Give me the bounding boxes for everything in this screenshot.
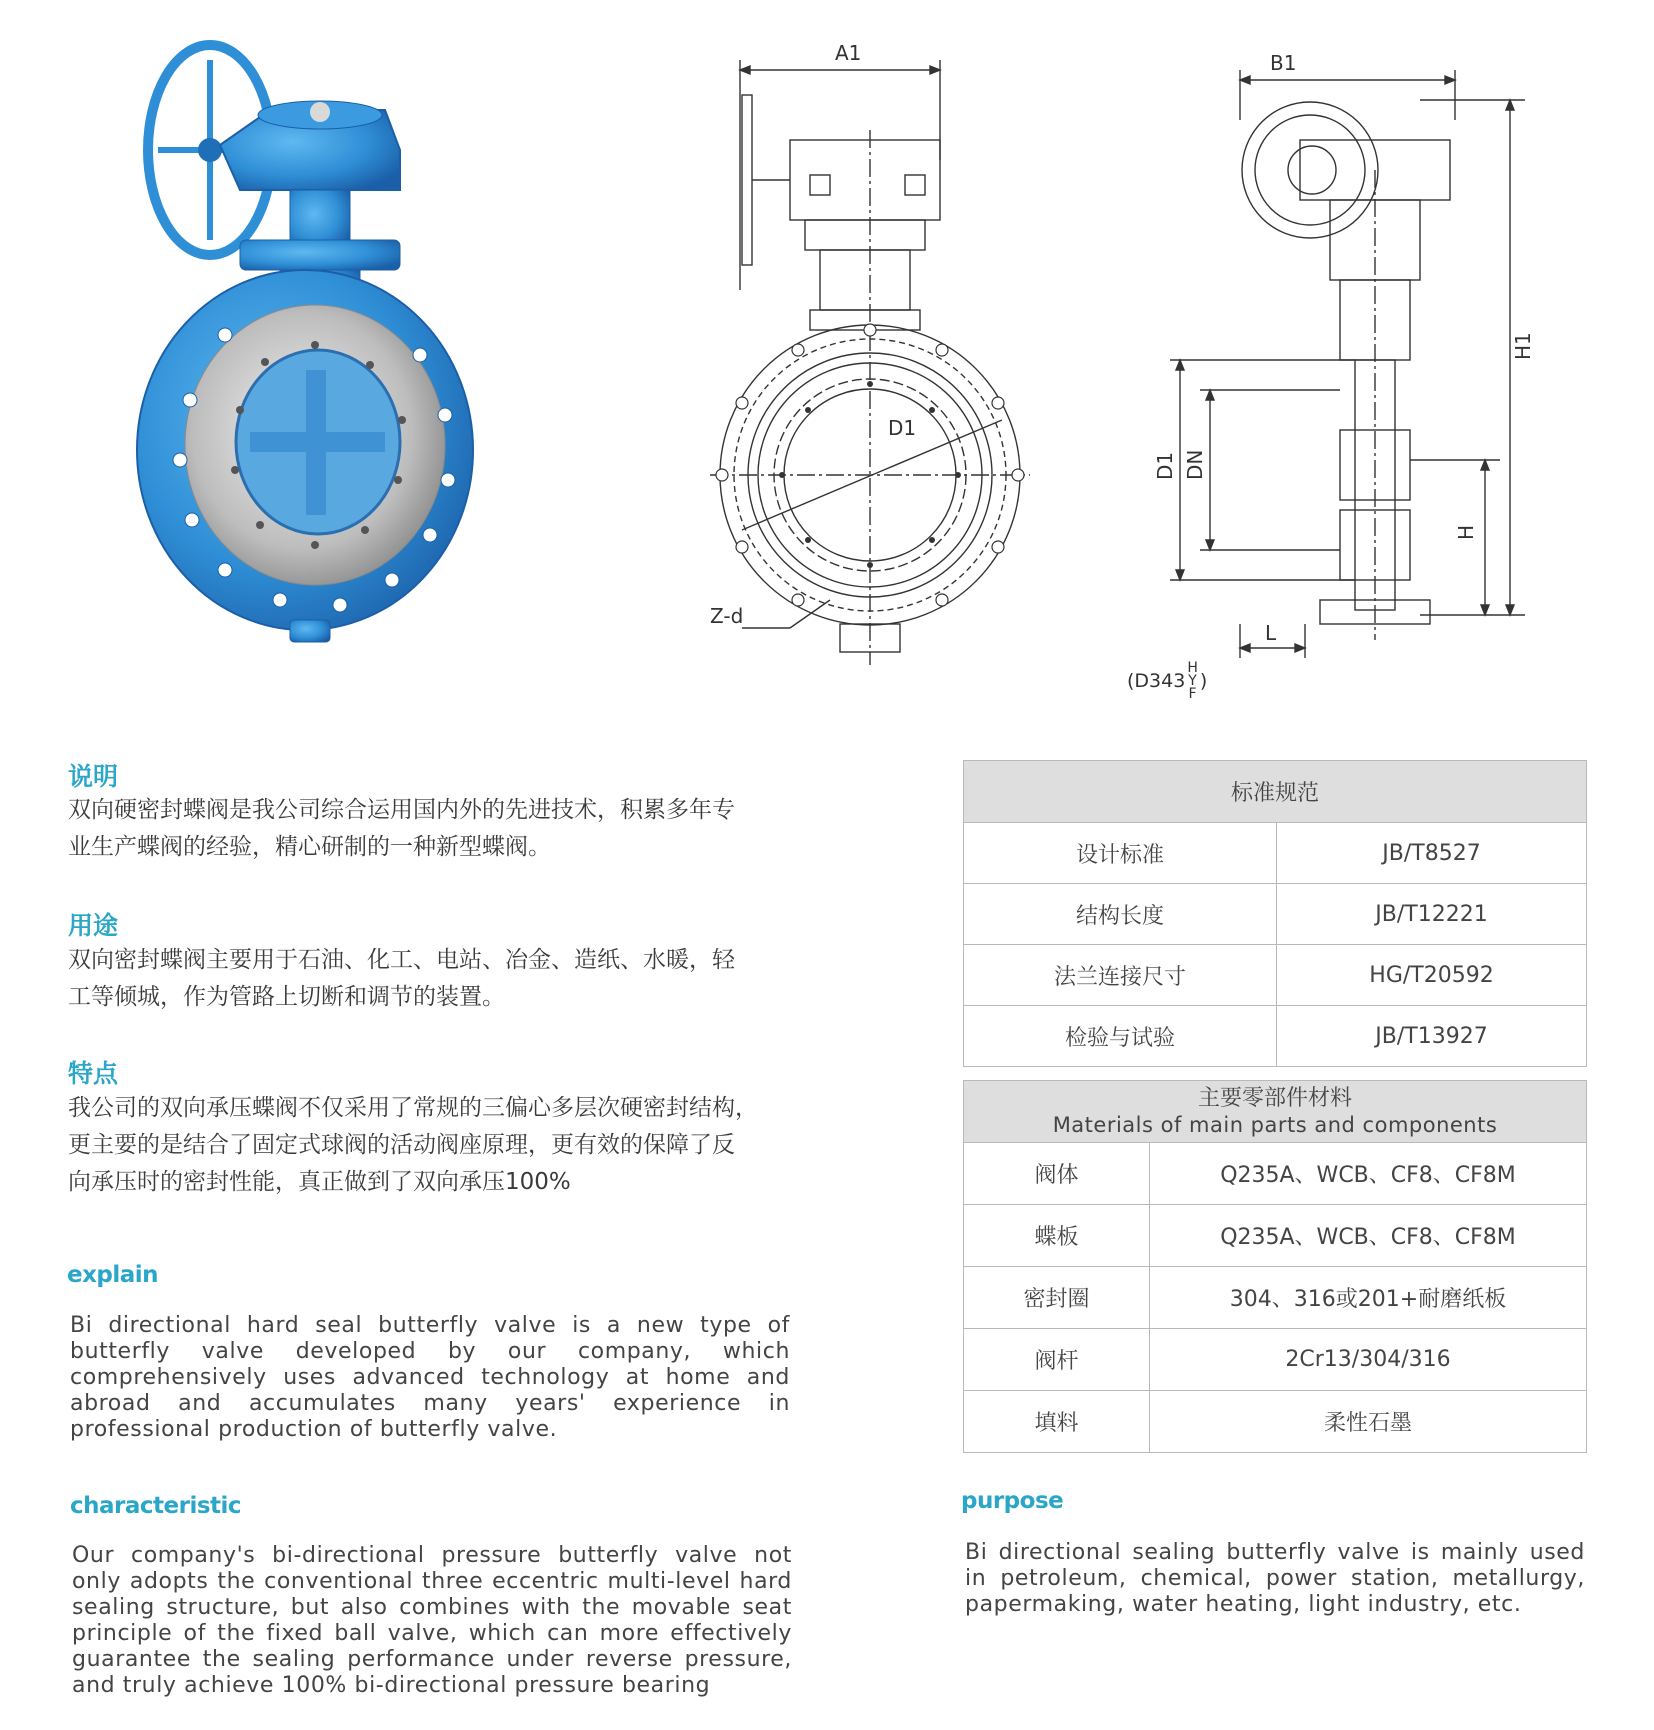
table-row	[964, 1006, 1587, 1067]
table-row	[964, 945, 1587, 1006]
feature-title-cn: 特点	[68, 1059, 119, 1088]
table-row	[964, 1329, 1587, 1391]
material-value: 柔性石墨	[1150, 1391, 1587, 1453]
standard-value: JB/T8527	[1277, 823, 1587, 884]
feature-body-cn	[68, 1090, 798, 1201]
material-value: 304、316或201+耐磨纸板	[1150, 1267, 1587, 1329]
feature-line: 更主要的是结合了固定式球阀的活动阀座原理，更有效的保障了反	[68, 1132, 735, 1158]
model-code	[1127, 662, 1207, 701]
standards-title: 标准规范	[964, 761, 1587, 823]
materials-title-cn: 主要零部件材料	[1197, 1085, 1352, 1111]
characteristic-title: characteristic	[70, 1493, 242, 1519]
dim-d1-front: D1	[888, 416, 917, 440]
material-value: Q235A、WCB、CF8、CF8M	[1150, 1205, 1587, 1267]
materials-title-en: Materials of main parts and components	[1052, 1112, 1498, 1137]
use-line: 工等倾城，作为管路上切断和调节的装置。	[68, 984, 505, 1010]
model-close: )	[1199, 670, 1208, 692]
standards-table	[963, 760, 1587, 1067]
dim-zd: Z-d	[710, 604, 744, 628]
purpose-body: Bi directional sealing butterfly valve is mainly used in petroleum, chemical, power station, metallurgy, papermaking, water heating, light industry, etc.	[965, 1540, 1585, 1617]
material-part: 蝶板	[964, 1205, 1150, 1267]
model-suffix-h: H	[1187, 660, 1198, 676]
dim-d1-side: D1	[1153, 451, 1177, 480]
material-value: Q235A、WCB、CF8、CF8M	[1150, 1143, 1587, 1205]
feature-line: 我公司的双向承压蝶阀不仅采用了常规的三偏心多层次硬密封结构，	[68, 1095, 758, 1121]
material-part: 密封圈	[964, 1267, 1150, 1329]
side-view-drawing	[1153, 40, 1540, 680]
use-line: 双向密封蝶阀主要用于石油、化工、电站、冶金、造纸、水暖，轻	[68, 947, 735, 973]
table-row	[964, 1391, 1587, 1453]
front-view-drawing	[680, 30, 1060, 670]
standard-label: 设计标准	[964, 823, 1277, 884]
material-part: 填料	[964, 1391, 1150, 1453]
model-prefix: (D343	[1127, 670, 1186, 692]
dim-h: H	[1454, 524, 1478, 540]
table-row	[964, 1143, 1587, 1205]
model-suffix-f: F	[1188, 686, 1197, 702]
dim-b1: B1	[1270, 51, 1297, 75]
dim-a1: A1	[835, 41, 862, 65]
feature-line: 向承压时的密封性能，真正做到了双向承压100%	[68, 1169, 571, 1195]
purpose-title: purpose	[961, 1488, 1064, 1514]
desc-line: 双向硬密封蝶阀是我公司综合运用国内外的先进技术，积累多年专	[68, 797, 735, 823]
table-row	[964, 884, 1587, 945]
table-row	[964, 1205, 1587, 1267]
material-part: 阀体	[964, 1143, 1150, 1205]
use-title-cn: 用途	[68, 911, 119, 940]
materials-table	[963, 1080, 1587, 1453]
use-body-cn	[68, 942, 798, 1016]
standard-label: 法兰连接尺寸	[964, 945, 1277, 1006]
characteristic-body: Our company's bi-directional pressure butterfly valve not only adopts the conventional three eccentric multi-level hard sealing structure, but also combines with the movable seat principle of the fixed ball valve, which can more effectively guarantee the sealing performance under reverse pressure, and truly achieve 100% bi-directional pressure bearing	[72, 1543, 792, 1698]
standard-label: 结构长度	[964, 884, 1277, 945]
dim-l: L	[1265, 621, 1277, 645]
standard-value: HG/T20592	[1277, 945, 1587, 1006]
explain-title: explain	[67, 1262, 159, 1288]
dim-dn: DN	[1183, 449, 1207, 480]
table-row	[964, 1267, 1587, 1329]
table-row	[964, 823, 1587, 884]
desc-title-cn: 说明	[68, 762, 119, 791]
standard-label: 检验与试验	[964, 1006, 1277, 1067]
desc-body-cn	[68, 792, 798, 866]
desc-line: 业生产蝶阀的经验，精心研制的一种新型蝶阀。	[68, 834, 551, 860]
model-suffix-y: Y	[1188, 673, 1197, 689]
materials-title	[964, 1081, 1587, 1143]
dim-h1: H1	[1511, 332, 1535, 360]
material-value: 2Cr13/304/316	[1150, 1329, 1587, 1391]
valve-photo	[130, 40, 510, 660]
material-part: 阀杆	[964, 1329, 1150, 1391]
explain-body: Bi directional hard seal butterfly valve is a new type of butterfly valve developed by our company, which comprehensively uses advanced technology at home and abroad and accumulates many years' experience in professional production of butterfly valve.	[70, 1313, 790, 1442]
standard-value: JB/T13927	[1277, 1006, 1587, 1067]
standard-value: JB/T12221	[1277, 884, 1587, 945]
